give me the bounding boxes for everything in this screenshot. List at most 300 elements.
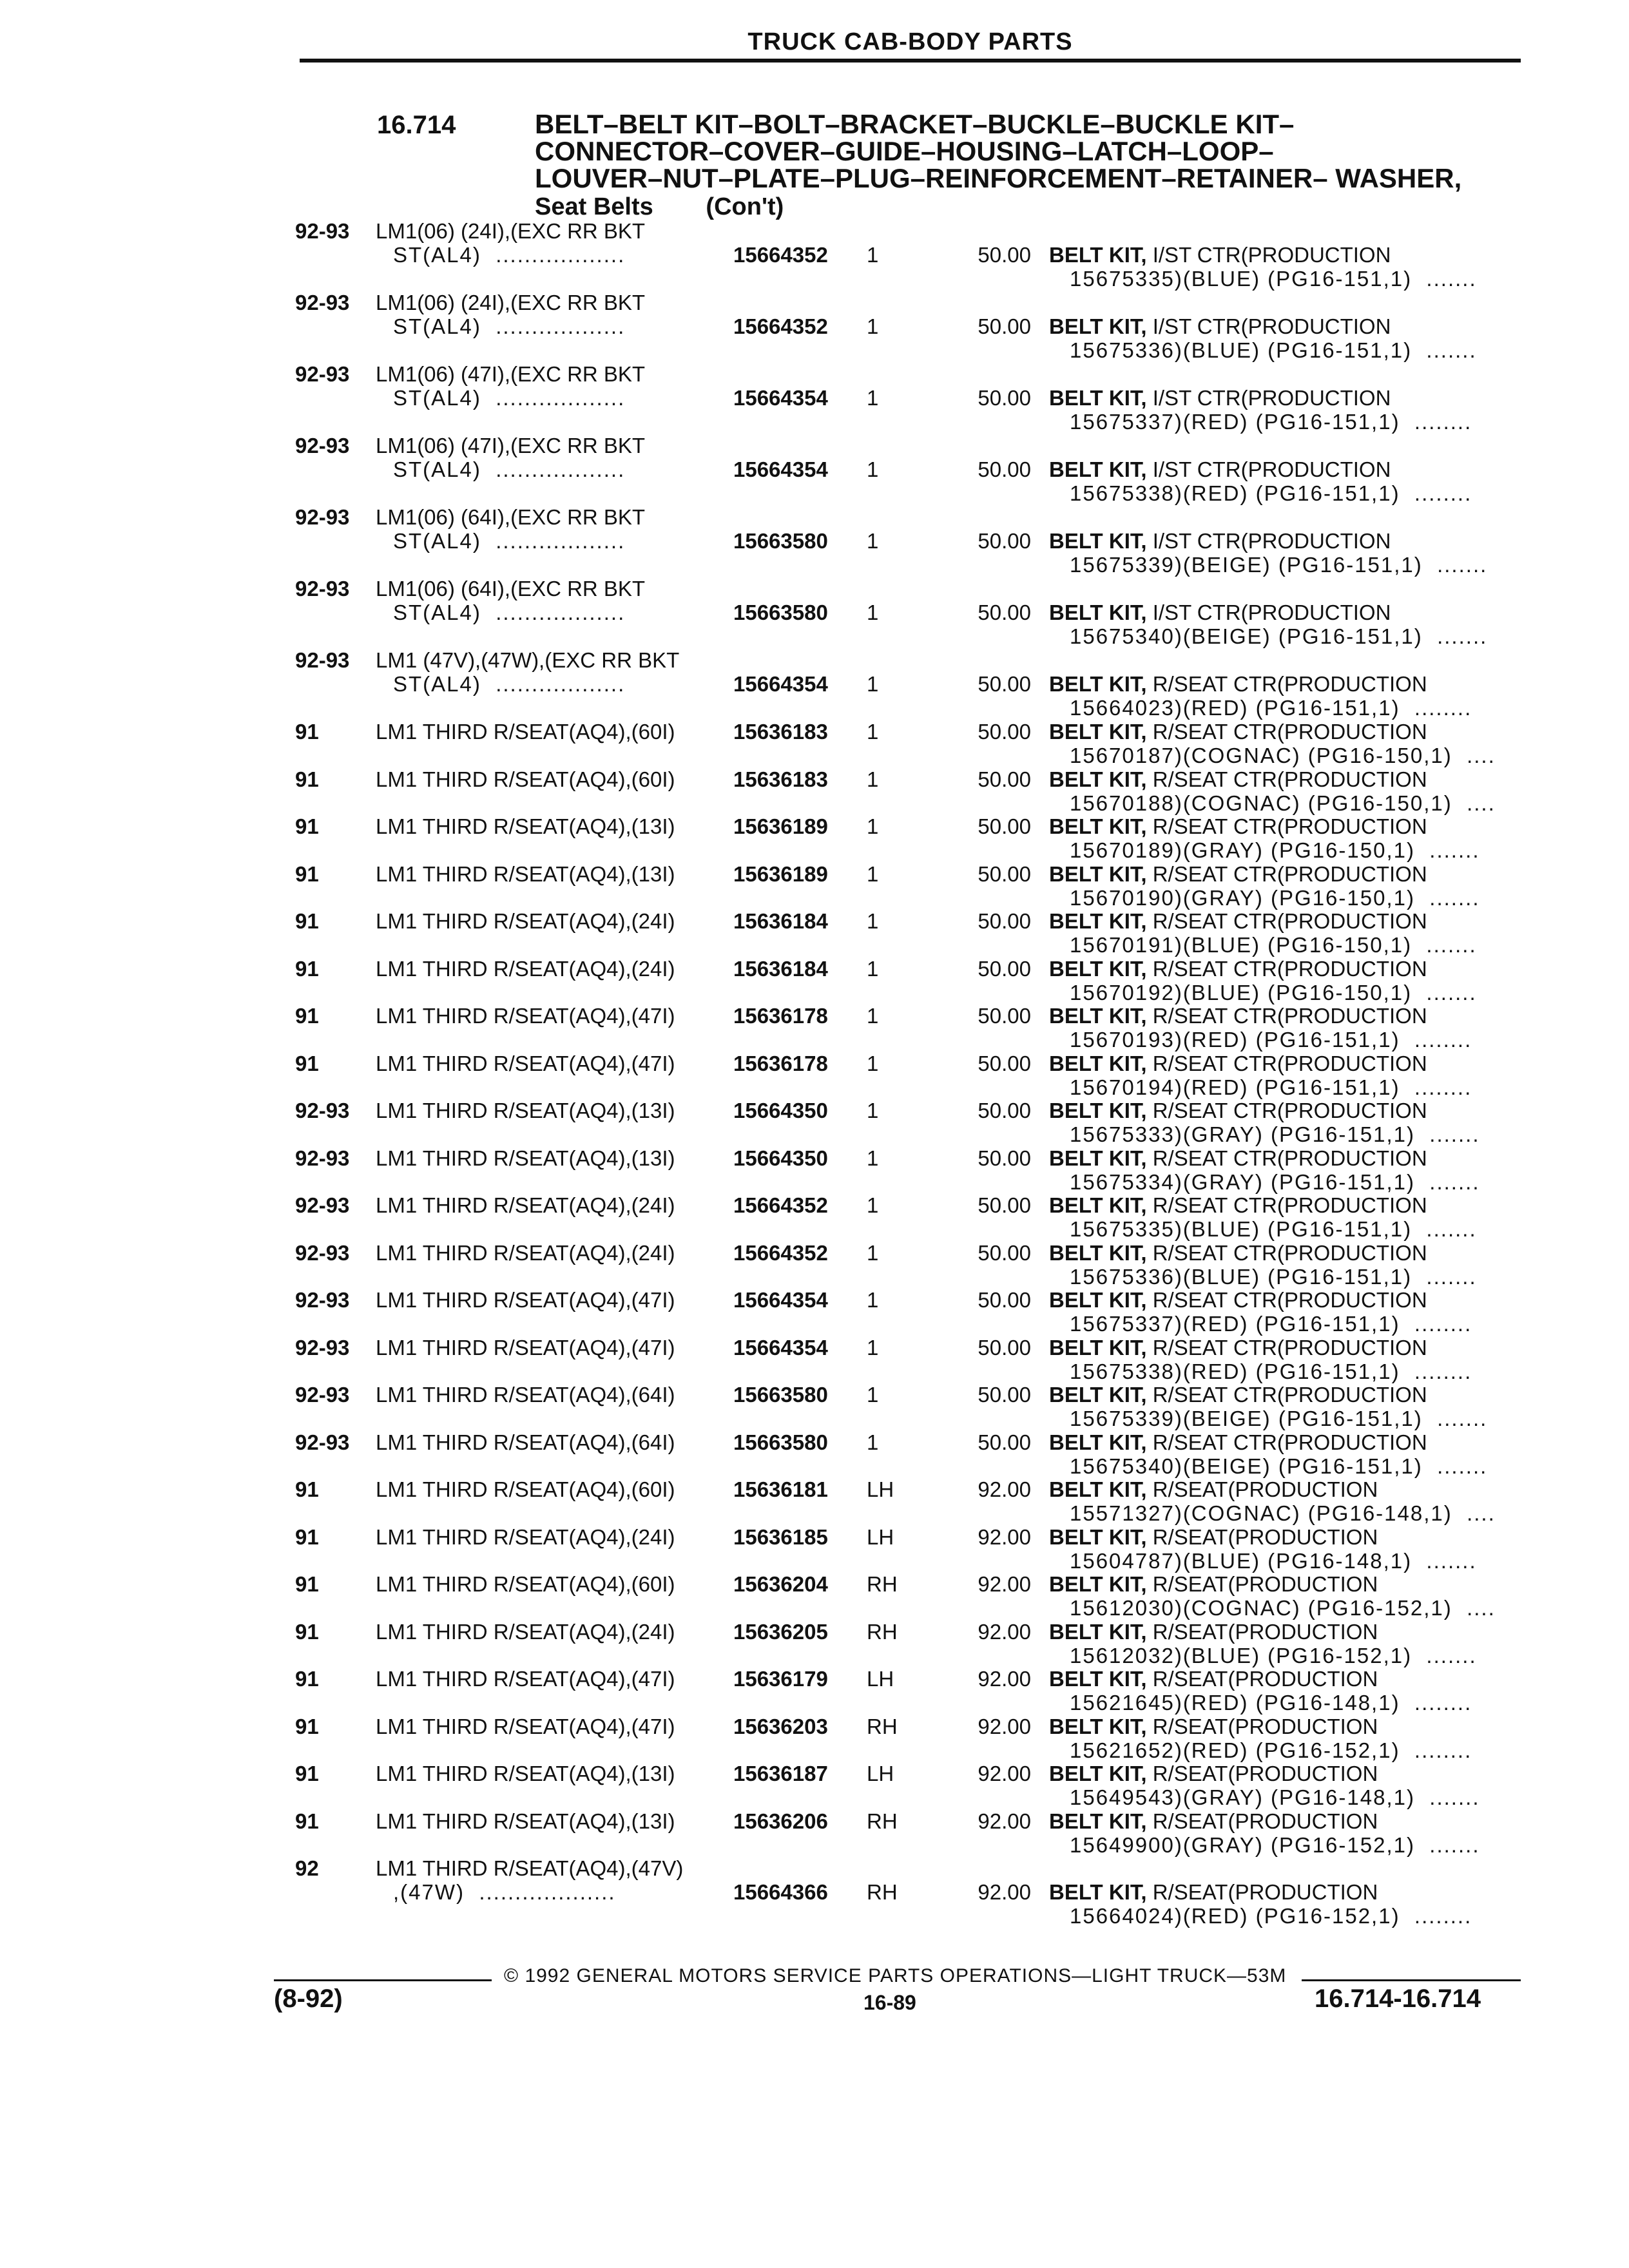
table-row [0,909,1629,956]
row-quantity: 1 [867,1051,879,1075]
row-price: 92.00 [978,1477,1031,1501]
table-row [0,434,1629,505]
row-part-number: 15636187 [733,1762,828,1785]
table-row [0,720,1629,766]
row-part-name-bold: BELT KIT, [1049,1193,1147,1217]
row-quantity: LH [867,1762,894,1785]
row-price: 92.00 [978,1572,1031,1596]
row-part-name-rest: R/SEAT(PRODUCTION [1146,1880,1378,1904]
row-price: 50.00 [978,529,1031,553]
row-quantity: 1 [867,1240,879,1265]
row-part-detail: 15649543)(GRAY) (PG16-148,1) ....... [1070,1785,1480,1809]
row-part-detail: 15675336)(BLUE) (PG16-151,1) ....... [1070,1264,1477,1289]
row-quantity: RH [867,1809,898,1833]
row-quantity: RH [867,1619,898,1644]
row-part-name-bold: BELT KIT, [1049,956,1147,981]
row-year: 92-93 [295,577,350,601]
row-part-name [1049,1430,1427,1454]
row-part-detail: 15571327)(COGNAC) (PG16-148,1) .... [1070,1501,1496,1525]
row-quantity: 1 [867,457,879,481]
row-part-name-bold: BELT KIT, [1049,1809,1147,1833]
row-part-detail: 15675337)(RED) (PG16-151,1) ........ [1070,410,1472,434]
row-part-name [1049,862,1427,886]
row-part-name [1049,386,1391,410]
row-application: LM1 THIRD R/SEAT(AQ4),(47I) [376,1004,675,1028]
row-part-detail: 15670190)(GRAY) (PG16-150,1) ....... [1070,885,1480,910]
row-part-number: 15636206 [733,1809,828,1833]
row-part-name-rest: R/SEAT(PRODUCTION [1146,1667,1378,1691]
row-year: 92-93 [295,1430,350,1454]
row-part-name-rest: R/SEAT(PRODUCTION [1146,1714,1378,1738]
row-part-name [1049,957,1427,981]
row-price: 50.00 [978,1288,1031,1312]
row-part-name-bold: BELT KIT, [1049,1524,1147,1549]
row-application-cont: ST(AL4) .................. [393,457,626,481]
row-part-number: 15636184 [733,956,828,981]
table-row [0,577,1629,648]
row-year: 92-93 [295,291,350,314]
row-part-number: 15636205 [733,1619,828,1644]
row-quantity: RH [867,1572,898,1596]
table-row [0,1525,1629,1571]
row-part-name-bold: BELT KIT, [1049,814,1147,838]
row-application: LM1 THIRD R/SEAT(AQ4),(60I) [376,767,675,791]
row-quantity: 1 [867,1430,879,1454]
table-row [0,1809,1629,1856]
row-application-cont: ST(AL4) .................. [393,243,626,267]
row-application: LM1 THIRD R/SEAT(AQ4),(47I) [376,1288,675,1312]
row-part-name [1049,1880,1378,1904]
row-part-name-rest: R/SEAT(PRODUCTION [1146,1572,1378,1596]
row-part-number: 15636184 [733,909,828,933]
row-quantity: 1 [867,1383,879,1407]
table-row [0,1856,1629,1928]
row-part-name [1049,1809,1378,1833]
row-part-number: 15664350 [733,1099,828,1122]
table-row [0,1288,1629,1334]
row-year: 91 [295,1051,319,1075]
row-application-cont: ST(AL4) .................. [393,386,626,410]
row-part-number: 15636178 [733,1004,828,1028]
row-price: 50.00 [978,1383,1031,1407]
row-part-name-bold: BELT KIT, [1049,386,1147,410]
row-part-name-rest: R/SEAT(PRODUCTION [1146,1762,1378,1785]
row-part-detail: 15670194)(RED) (PG16-151,1) ........ [1070,1075,1472,1099]
row-year: 92-93 [295,1288,350,1312]
row-part-detail: 15675333)(GRAY) (PG16-151,1) ....... [1070,1122,1480,1146]
footer-copyright: © 1992 GENERAL MOTORS SERVICE PARTS OPERATIONS—LIGHT TRUCK—53M [504,1965,1287,1986]
row-application: LM1 THIRD R/SEAT(AQ4),(47I) [376,1667,675,1691]
row-part-detail: 15621652)(RED) (PG16-152,1) ........ [1070,1738,1472,1762]
row-quantity: 1 [867,1099,879,1122]
row-part-name-rest: I/ST CTR(PRODUCTION [1146,314,1391,338]
row-year: 91 [295,909,319,933]
row-part-detail: 15675336)(BLUE) (PG16-151,1) ....... [1070,338,1477,362]
row-part-name-rest: R/SEAT(PRODUCTION [1146,1524,1378,1549]
row-part-number: 15663580 [733,1383,828,1407]
row-part-name-bold: BELT KIT, [1049,529,1147,553]
row-part-number: 15636183 [733,767,828,791]
row-quantity: 1 [867,1146,879,1170]
row-application: LM1(06) (47I),(EXC RR BKT [376,362,646,386]
row-application: LM1(06) (64I),(EXC RR BKT [376,577,646,601]
row-application: LM1(06) (64I),(EXC RR BKT [376,505,646,529]
row-year: 91 [295,1809,319,1833]
row-part-number: 15664352 [733,1193,828,1217]
row-price: 50.00 [978,1335,1031,1360]
row-quantity: 1 [867,814,879,838]
row-part-detail: 15670189)(GRAY) (PG16-150,1) ....... [1070,838,1480,862]
footer-rule-right [1302,1979,1521,1981]
row-part-name-rest: R/SEAT CTR(PRODUCTION [1146,1288,1427,1312]
table-row [0,1193,1629,1240]
row-price: 50.00 [978,672,1031,696]
row-price: 50.00 [978,814,1031,838]
row-part-number: 15664354 [733,1335,828,1360]
row-part-detail: 15621645)(RED) (PG16-148,1) ........ [1070,1691,1472,1715]
section-line-3: LOUVER–NUT–PLATE–PLUG–REINFORCEMENT–RETAINER– WASHER, [535,163,1462,193]
row-part-detail: 15670188)(COGNAC) (PG16-150,1) .... [1070,791,1496,815]
row-part-number: 15664354 [733,457,828,481]
row-part-name-rest: R/SEAT CTR(PRODUCTION [1146,1430,1427,1454]
row-part-detail: 15675335)(BLUE) (PG16-151,1) ....... [1070,267,1477,291]
row-part-name-rest: I/ST CTR(PRODUCTION [1146,529,1391,553]
row-part-detail: 15612032)(BLUE) (PG16-152,1) ....... [1070,1643,1477,1667]
row-part-name [1049,1288,1427,1312]
row-price: 92.00 [978,1809,1031,1833]
row-application: LM1(06) (47I),(EXC RR BKT [376,434,646,457]
row-part-name-bold: BELT KIT, [1049,720,1147,744]
row-part-name-rest: R/SEAT CTR(PRODUCTION [1146,1051,1427,1075]
row-application: LM1 (47V),(47W),(EXC RR BKT [376,648,680,672]
row-year: 92-93 [295,1099,350,1122]
row-application-cont: ST(AL4) .................. [393,314,626,338]
row-part-name-rest: R/SEAT CTR(PRODUCTION [1146,956,1427,981]
row-part-name [1049,909,1427,933]
row-part-name-bold: BELT KIT, [1049,1714,1147,1738]
table-row [0,1620,1629,1666]
row-part-name-rest: I/ST CTR(PRODUCTION [1146,601,1391,624]
table-row [0,1430,1629,1477]
row-price: 92.00 [978,1619,1031,1644]
row-part-detail: 15664023)(RED) (PG16-151,1) ........ [1070,696,1472,720]
row-part-detail: 15675339)(BEIGE) (PG16-151,1) ....... [1070,1407,1488,1430]
row-part-name-rest: R/SEAT CTR(PRODUCTION [1146,1146,1427,1170]
row-application: LM1 THIRD R/SEAT(AQ4),(24I) [376,1240,675,1265]
row-price: 92.00 [978,1880,1031,1904]
row-part-name [1049,1525,1378,1549]
row-part-name-bold: BELT KIT, [1049,861,1147,886]
row-part-name-rest: I/ST CTR(PRODUCTION [1146,243,1391,267]
section-line-1: BELT–BELT KIT–BOLT–BRACKET–BUCKLE–BUCKLE KIT– [535,109,1295,139]
row-year: 92-93 [295,1335,350,1360]
row-part-name [1049,1099,1427,1122]
row-application: LM1 THIRD R/SEAT(AQ4),(13I) [376,1809,675,1833]
row-year: 92-93 [295,1383,350,1407]
table-row [0,1667,1629,1713]
row-part-name-rest: R/SEAT CTR(PRODUCTION [1146,1004,1427,1028]
row-part-name-rest: R/SEAT CTR(PRODUCTION [1146,909,1427,933]
table-row [0,291,1629,362]
row-year: 92-93 [295,1146,350,1170]
row-part-name-rest: I/ST CTR(PRODUCTION [1146,457,1391,481]
row-quantity: 1 [867,956,879,981]
table-row [0,862,1629,908]
table-row [0,1099,1629,1145]
row-part-name [1049,1572,1378,1596]
row-quantity: 1 [867,767,879,791]
row-year: 92-93 [295,1240,350,1265]
row-quantity: 1 [867,386,879,410]
row-year: 92-93 [295,362,350,386]
row-part-name [1049,1477,1378,1501]
row-year: 91 [295,767,319,791]
row-year: 92 [295,1856,319,1880]
section-number: 16.714 [377,111,456,139]
page-header [300,28,1521,62]
row-part-name-rest: R/SEAT(PRODUCTION [1146,1809,1378,1833]
row-application: LM1 THIRD R/SEAT(AQ4),(24I) [376,1524,675,1549]
row-part-number: 15664366 [733,1880,828,1904]
section-line-2: CONNECTOR–COVER–GUIDE–HOUSING–LATCH–LOOP– [535,136,1274,166]
row-part-number: 15636179 [733,1667,828,1691]
row-price: 92.00 [978,1667,1031,1691]
row-application: LM1 THIRD R/SEAT(AQ4),(60I) [376,1572,675,1596]
row-part-name [1049,457,1391,481]
table-row [0,1336,1629,1382]
row-quantity: 1 [867,861,879,886]
row-price: 50.00 [978,1146,1031,1170]
table-row [0,1572,1629,1619]
row-price: 50.00 [978,720,1031,744]
row-part-name-bold: BELT KIT, [1049,1572,1147,1596]
row-year: 92-93 [295,505,350,529]
row-part-name [1049,529,1391,553]
row-price: 50.00 [978,386,1031,410]
row-part-number: 15636189 [733,814,828,838]
row-part-detail: 15649900)(GRAY) (PG16-152,1) ....... [1070,1832,1480,1857]
row-part-name-rest: I/ST CTR(PRODUCTION [1146,386,1391,410]
row-part-number: 15664352 [733,1240,828,1265]
row-part-name-rest: R/SEAT(PRODUCTION [1146,1619,1378,1644]
row-price: 92.00 [978,1714,1031,1738]
row-part-detail: 15675337)(RED) (PG16-151,1) ........ [1070,1312,1472,1336]
row-part-name-rest: R/SEAT CTR(PRODUCTION [1146,814,1427,838]
row-part-name [1049,814,1427,838]
row-part-name [1049,1004,1427,1028]
table-row [0,1715,1629,1761]
row-application: LM1 THIRD R/SEAT(AQ4),(24I) [376,1619,675,1644]
page-title: TRUCK CAB-BODY PARTS [747,28,1073,55]
row-quantity: 1 [867,243,879,267]
row-year: 91 [295,1477,319,1501]
row-price: 92.00 [978,1524,1031,1549]
row-part-name-bold: BELT KIT, [1049,767,1147,791]
row-part-detail: 15675339)(BEIGE) (PG16-151,1) ....... [1070,553,1488,577]
row-part-name-bold: BELT KIT, [1049,1762,1147,1785]
row-quantity: 1 [867,601,879,624]
row-part-detail: 15670193)(RED) (PG16-151,1) ........ [1070,1028,1472,1052]
row-part-name [1049,767,1427,791]
row-application: LM1 THIRD R/SEAT(AQ4),(13I) [376,1099,675,1122]
row-part-number: 15636204 [733,1572,828,1596]
row-part-number: 15664352 [733,314,828,338]
row-part-name [1049,243,1391,267]
row-part-name-bold: BELT KIT, [1049,1288,1147,1312]
row-application: LM1 THIRD R/SEAT(AQ4),(47I) [376,1335,675,1360]
row-part-detail: 15664024)(RED) (PG16-152,1) ........ [1070,1904,1472,1928]
table-row [0,767,1629,814]
row-year: 91 [295,1572,319,1596]
row-price: 92.00 [978,1762,1031,1785]
row-year: 92-93 [295,1193,350,1217]
section-continued: (Con't) [706,193,784,220]
table-row [0,505,1629,577]
row-part-detail: 15670192)(BLUE) (PG16-150,1) ....... [1070,980,1477,1004]
row-quantity: 1 [867,1335,879,1360]
row-part-name-bold: BELT KIT, [1049,909,1147,933]
row-application-cont: ST(AL4) .................. [393,529,626,553]
row-part-name-bold: BELT KIT, [1049,672,1147,696]
row-part-detail: 15604787)(BLUE) (PG16-148,1) ....... [1070,1548,1477,1573]
row-quantity: 1 [867,909,879,933]
row-part-name-bold: BELT KIT, [1049,1004,1147,1028]
row-part-detail: 15675335)(BLUE) (PG16-151,1) ....... [1070,1217,1477,1241]
table-row [0,1146,1629,1193]
row-part-detail: 15675338)(RED) (PG16-151,1) ........ [1070,481,1472,505]
row-application: LM1 THIRD R/SEAT(AQ4),(47V) [376,1856,684,1880]
row-part-name-bold: BELT KIT, [1049,314,1147,338]
footer-section-range: 16.714-16.714 [1315,1984,1481,2013]
footer-rule-left [274,1979,492,1981]
row-price: 50.00 [978,956,1031,981]
row-application: LM1(06) (24I),(EXC RR BKT [376,291,646,314]
row-part-name-bold: BELT KIT, [1049,1477,1147,1501]
row-part-name-bold: BELT KIT, [1049,1383,1147,1407]
row-part-detail: 15670191)(BLUE) (PG16-150,1) ....... [1070,933,1477,957]
row-price: 50.00 [978,767,1031,791]
row-year: 91 [295,1667,319,1691]
row-quantity: RH [867,1714,898,1738]
row-part-name [1049,1762,1378,1785]
row-part-number: 15664350 [733,1146,828,1170]
row-year: 92-93 [295,434,350,457]
row-price: 50.00 [978,909,1031,933]
row-quantity: 1 [867,1288,879,1312]
row-part-name [1049,1052,1427,1075]
row-part-name-bold: BELT KIT, [1049,1146,1147,1170]
row-part-name [1049,1383,1427,1407]
row-price: 50.00 [978,601,1031,624]
table-row [0,957,1629,1003]
row-application: LM1 THIRD R/SEAT(AQ4),(64I) [376,1383,675,1407]
row-part-name-bold: BELT KIT, [1049,1240,1147,1265]
row-price: 50.00 [978,1099,1031,1122]
row-part-name [1049,601,1391,624]
row-part-name-bold: BELT KIT, [1049,1051,1147,1075]
row-part-detail: 15675340)(BEIGE) (PG16-151,1) ....... [1070,1454,1488,1478]
row-application: LM1 THIRD R/SEAT(AQ4),(60I) [376,720,675,744]
row-part-name-rest: R/SEAT CTR(PRODUCTION [1146,1335,1427,1360]
row-year: 91 [295,1004,319,1028]
row-part-name-bold: BELT KIT, [1049,1667,1147,1691]
row-part-name [1049,1715,1378,1738]
row-part-name [1049,1620,1378,1644]
row-price: 50.00 [978,457,1031,481]
row-part-name-bold: BELT KIT, [1049,1099,1147,1122]
row-quantity: LH [867,1524,894,1549]
row-year: 92-93 [295,648,350,672]
row-part-name-bold: BELT KIT, [1049,1430,1147,1454]
row-part-name [1049,314,1391,338]
row-year: 91 [295,861,319,886]
row-price: 50.00 [978,243,1031,267]
row-quantity: LH [867,1667,894,1691]
row-quantity: 1 [867,1193,879,1217]
row-quantity: 1 [867,529,879,553]
row-year: 91 [295,814,319,838]
row-part-name [1049,672,1427,696]
row-year: 91 [295,1524,319,1549]
row-quantity: 1 [867,314,879,338]
row-part-name-rest: R/SEAT CTR(PRODUCTION [1146,1193,1427,1217]
row-part-number: 15636189 [733,861,828,886]
row-part-number: 15636178 [733,1051,828,1075]
row-part-name-rest: R/SEAT CTR(PRODUCTION [1146,1383,1427,1407]
row-price: 50.00 [978,861,1031,886]
row-part-name [1049,1336,1427,1360]
row-part-number: 15664354 [733,386,828,410]
table-row [0,1477,1629,1524]
row-part-name-bold: BELT KIT, [1049,1619,1147,1644]
row-part-detail: 15670187)(COGNAC) (PG16-150,1) .... [1070,744,1496,767]
row-part-name-bold: BELT KIT, [1049,601,1147,624]
table-row [0,1241,1629,1287]
row-year: 91 [295,1762,319,1785]
row-application: LM1 THIRD R/SEAT(AQ4),(24I) [376,956,675,981]
row-part-number: 15664354 [733,1288,828,1312]
row-application: LM1 THIRD R/SEAT(AQ4),(13I) [376,861,675,886]
table-row [0,1052,1629,1098]
row-application: LM1 THIRD R/SEAT(AQ4),(60I) [376,1477,675,1501]
row-application-cont: ,(47W) ................... [393,1880,616,1904]
row-price: 50.00 [978,1193,1031,1217]
row-application: LM1 THIRD R/SEAT(AQ4),(13I) [376,1146,675,1170]
row-price: 50.00 [978,1430,1031,1454]
row-application: LM1 THIRD R/SEAT(AQ4),(47I) [376,1051,675,1075]
row-year: 92-93 [295,219,350,243]
table-row [0,814,1629,861]
row-quantity: RH [867,1880,898,1904]
row-part-number: 15664354 [733,672,828,696]
row-part-name-rest: R/SEAT CTR(PRODUCTION [1146,767,1427,791]
table-row [0,362,1629,434]
footer-date: (8-92) [274,1984,343,2013]
row-application-cont: ST(AL4) .................. [393,601,626,624]
row-part-number: 15663580 [733,601,828,624]
row-part-number: 15636181 [733,1477,828,1501]
row-quantity: 1 [867,720,879,744]
row-quantity: 1 [867,1004,879,1028]
row-year: 91 [295,1714,319,1738]
row-part-number: 15636185 [733,1524,828,1549]
row-part-number: 15636203 [733,1714,828,1738]
row-part-name [1049,1193,1427,1217]
row-part-name-bold: BELT KIT, [1049,1335,1147,1360]
row-application: LM1 THIRD R/SEAT(AQ4),(13I) [376,1762,675,1785]
footer-page-number: 16-89 [863,1991,916,2014]
row-part-name-rest: R/SEAT CTR(PRODUCTION [1146,861,1427,886]
